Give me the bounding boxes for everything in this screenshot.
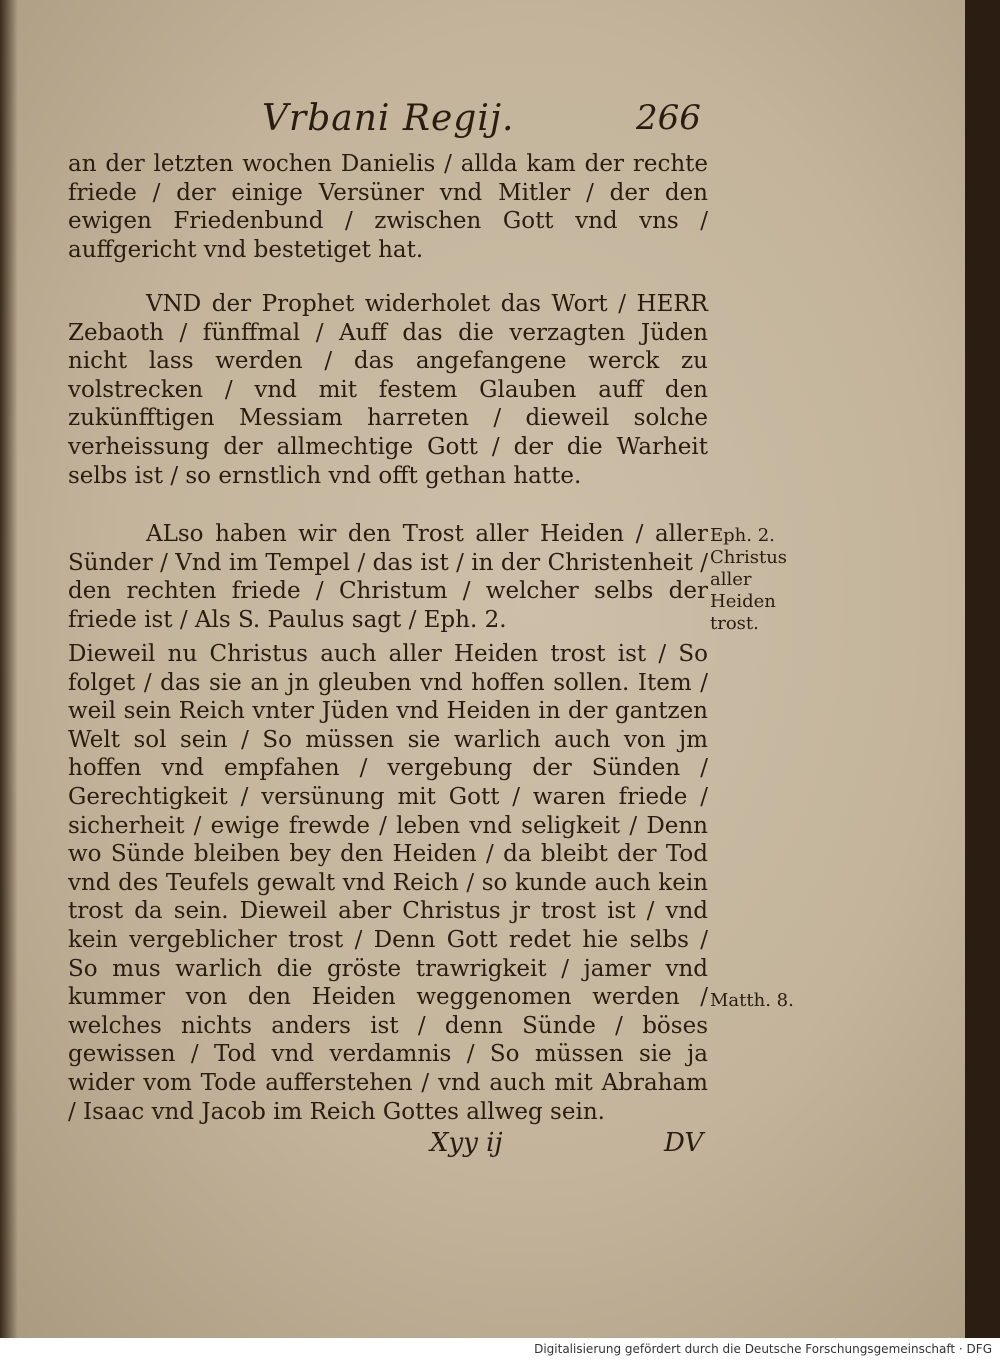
paragraph-2-text: VND der Prophet widerholet das Wort / HERR Zebaoth / fünffmal / Auff das die verzagten Jüden nicht lass werden / das angefangene werck zu volstrecken / vnd mit festem Glauben auff den zukünfftigen Messiam harreten / dieweil solche verheissung der allmechtige Gott / der die Warheit selbs ist / so ernstlich vnd offt gethan hatte. bbox=[68, 291, 708, 489]
footer-credit: Digitalisierung gefördert durch die Deutsche Forschungsgemeinschaft · DFG bbox=[534, 1342, 992, 1356]
margin-note-1: Eph. 2. Christus aller Heiden trost. bbox=[710, 525, 788, 634]
margin-note-2: Matth. 8. bbox=[710, 990, 794, 1011]
paragraph-4 bbox=[68, 640, 708, 1126]
page-gutter-shadow bbox=[0, 0, 18, 1338]
running-head: Vrbani Regij. bbox=[262, 98, 515, 139]
signature-mark: Xyy ij bbox=[430, 1128, 503, 1158]
paragraph-4-text: Dieweil nu Christus auch aller Heiden trost ist / So folget / das sie an jn gleuben vnd hoffen sollen. Item / weil sein Reich vnter Jüden vnd Heiden in der gantzen Welt sol sein / So müssen sie warlich auch von jm hoffen vnd empfahen / vergebung der Sünden / Gerechtigkeit / versünung mit Gott / waren friede / sicherheit / ewige frewde / leben vnd seligkeit / Denn wo Sünde bleiben bey den Heiden / da bleibt der Tod vnd des Teufels gewalt vnd Reich / so kunde auch kein trost da sein. Dieweil aber Christus jr trost ist / vnd kein vergeblicher trost / Denn Gott redet hie selbs / So mus warlich die gröste trawrigkeit / jamer vnd kummer von den Heiden weggenomen werden / welches nichts anders ist / denn Sünde / böses gewissen / Tod vnd verdamnis / So müssen sie ja wider vom Tode aufferstehen / vnd auch mit Abraham / Isaac vnd Jacob im Reich Gottes allweg sein. bbox=[68, 641, 708, 1125]
paragraph-1 bbox=[68, 150, 708, 264]
paragraph-1-text: an der letzten wochen Danielis / allda kam der rechte friede / der einige Versüner vnd Mitler / der den ewigen Friedenbund / zwischen Gott vnd vns / auffgericht vnd bestetiget hat. bbox=[68, 151, 708, 263]
catchword: DV bbox=[664, 1128, 704, 1158]
paragraph-3 bbox=[68, 520, 708, 634]
footer-bar bbox=[0, 1338, 1000, 1362]
paragraph-2 bbox=[68, 290, 708, 490]
page-number: 266 bbox=[636, 98, 701, 138]
paragraph-3-text: ALso haben wir den Trost aller Heiden / aller Sünder / Vnd im Tempel / das ist / in der Christenheit / den rechten friede / Christum / welcher selbs der friede ist / Als S. Paulus sagt / Eph. 2. bbox=[68, 521, 708, 633]
